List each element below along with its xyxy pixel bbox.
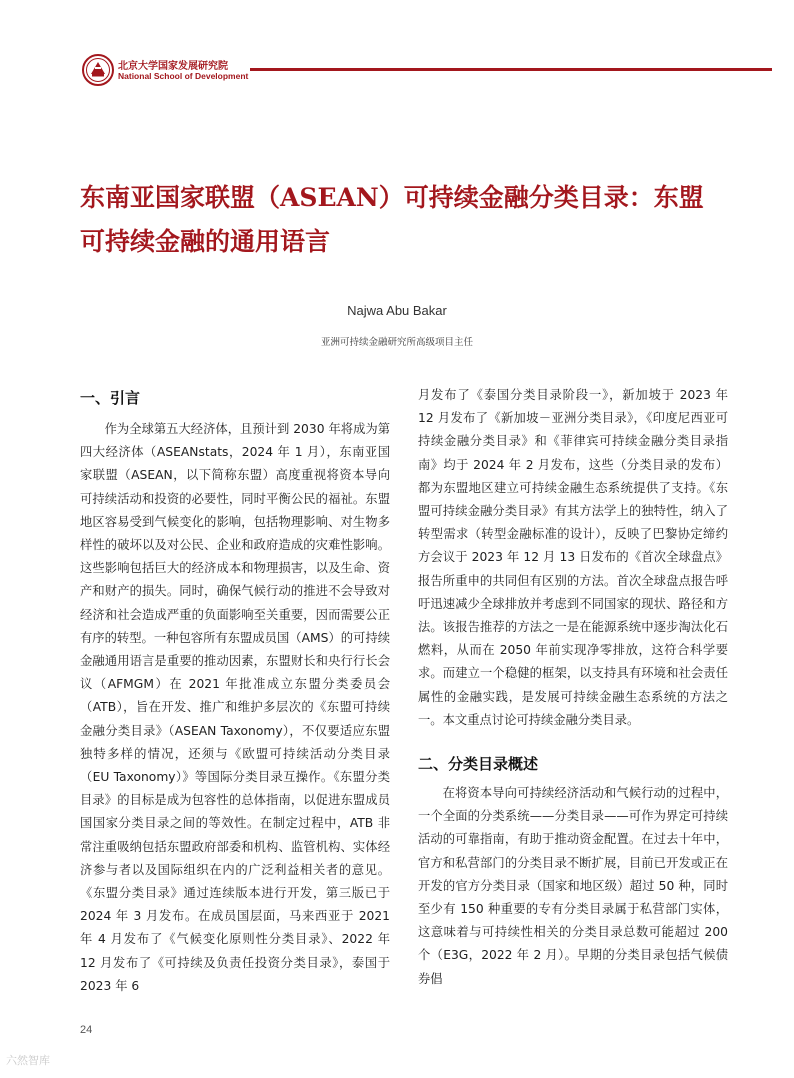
page-header [82,52,772,88]
overview-paragraph: 在将资本导向可持续经济活动和气候行动的过程中，一个全面的分类系统——分类目录——可作为界定可持续活动的可靠指南，有助于推动资金配置。在过去十年中，官方和私营部门的分类目录不断扩展，目前已开发或正在开发的官方分类目录（国家和地区级）超过 50 种，同时至少有 150 种重要的专有分类目录属于私营部门实体，这意味着与可持续性相关的分类目录总数可能超过 200 个（E3G，2022 年 2 月）。早期的分类目录包括气候债券倡 [418,786,728,986]
intro-paragraph-part2: 月发布了《泰国分类目录阶段一》，新加坡于 2023 年 12 月发布了《新加坡－亚洲分类目录》，《印度尼西亚可持续金融分类目录》和《菲律宾可持续金融分类目录指南》均于 2024 年 2 月发布，这些（分类目录的发布）都为东盟地区建立可持续金融生态系统提供了支持。《东盟可持续金融分类目录》有其方法学上的独特性，纳入了转型需求（转型金融标准的设计），反映了巴黎协定缔约方会议于 2023 年 12 月 13 日发布的《首次全球盘点》报告所重申的共同但有区别的方法。首次全球盘点报告呼吁迅速减少全球排放并考虑到不同国家的现状、路径和方法。该报告推荐的方法之一是在能源系统中逐步淘汰化石燃料，从而在 2050 年前实现净零排放，这符合科学要求。而建立一个稳健的框架，以支持具有环境和社会责任属性的金融实践，是发展可持续金融生态系统的方法之一。本文重点讨论可持续金融分类目录。 [418,388,728,727]
watermark-text: 六然智库 [6,1054,50,1067]
institution-name-en: National School of Development [118,71,249,81]
author-affiliation: 亚洲可持续金融研究所高级项目主任 [320,337,473,348]
institution-name-cn: 北京大学国家发展研究院 [118,61,228,72]
header-rule [250,68,772,71]
article-author: Najwa Abu Bakar [347,303,447,318]
section-heading-overview: 二、分类目录概述 [418,755,539,774]
section-heading-intro: 一、引言 [80,389,141,407]
page-number: 24 [80,1024,93,1036]
article-title: 东南亚国家联盟（ASEAN）可持续金融分类目录：东盟可持续金融的通用语言 [80,183,704,256]
right-column [418,384,728,991]
pku-seal-icon [82,54,114,86]
intro-paragraph-part1: 作为全球第五大经济体，且预计到 2030 年将成为第四大经济体（ASEANstats，2024 年 1 月），东南亚国家联盟（ASEAN，以下简称东盟）高度重视将资本导向可持续活动和投资的必要性，同时平衡公民的福祉。东盟地区容易受到气候变化的影响，包括物理影响、对生物多样性的破坏以及对公民、企业和政府造成的灾难性影响。这些影响包括巨大的经济成本和物理损害，以及生命、资产和财产的损失。同时，确保气候行动的推进不会导致对经济和社会造成严重的负面影响至关重要，因而需要公正有序的转型。一种包容所有东盟成员国（AMS）的可持续金融通用语言是重要的推动因素，东盟财长和央行行长会议（AFMGM）在 2021 年批准成立东盟分类委员会（ATB），旨在开发、推广和维护多层次的《东盟可持续金融分类目录》（ASEAN Taxonomy），不仅要适应东盟独特多样的情况，还须与《欧盟可持续活动分类目录（EU Taxonomy）》等国际分类目录互操作。《东盟分类目录》的目标是成为包容性的总体指南，以促进东盟成员国国家分类目录之间的等效性。在制定过程中，ATB 非常注重吸纳包括东盟政府部委和机构、监管机构、实体经济参与者以及国际组织在内的广泛利益相关者的意见。《东盟分类目录》通过连续版本进行开发，第三版已于 2024 年 3 月发布。在成员国层面，马来西亚于 2021 年 4 月发布了《气候变化原则性分类目录》、2022 年 12 月发布了《可持续及负责任投资分类目录》，泰国于 2023 年 6 [80,422,390,993]
left-column [80,384,390,998]
